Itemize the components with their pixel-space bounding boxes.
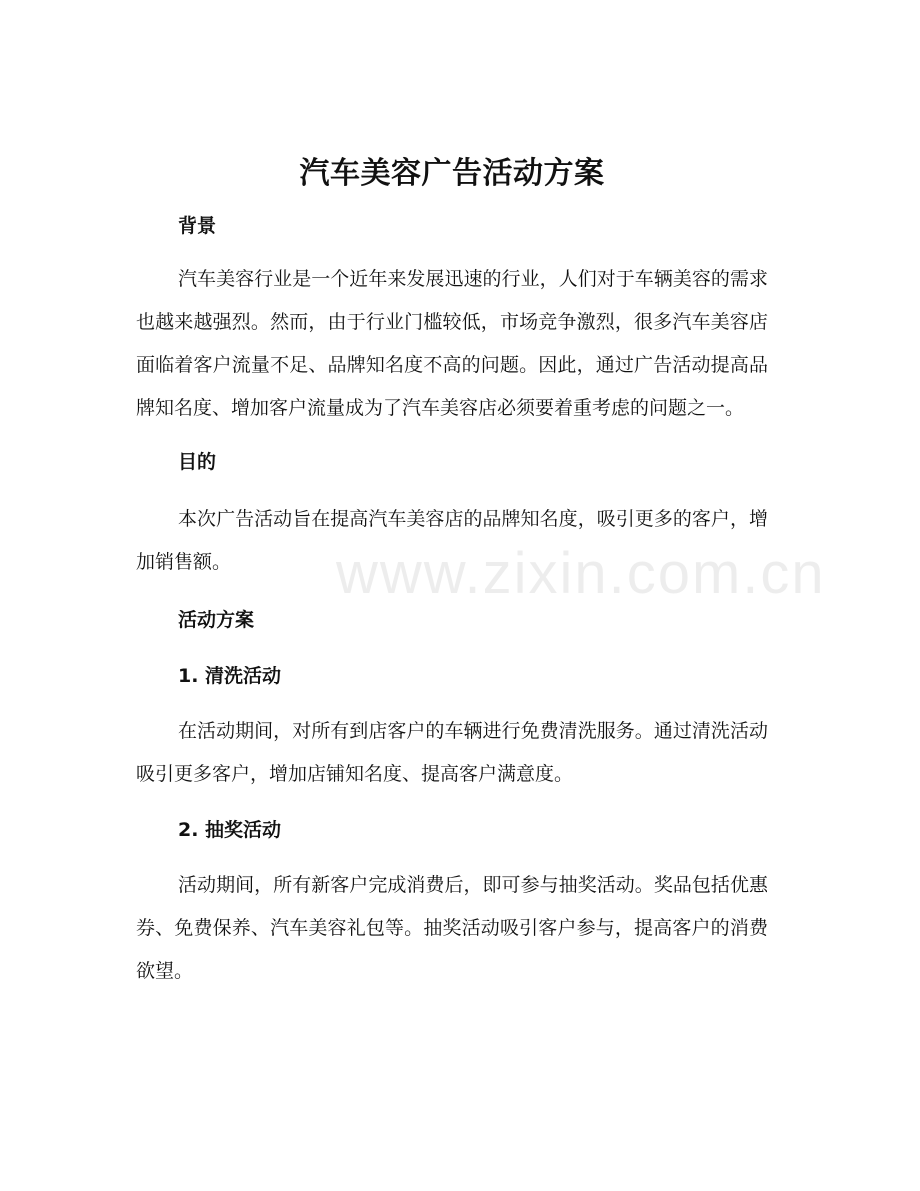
section-heading-plan: 活动方案 (178, 609, 255, 631)
watermark: www.zixin.com.cn (336, 541, 826, 606)
section-body-background: 汽车美容行业是一个近年来发展迅速的行业，人们对于车辆美容的需求也越来越强烈。然而，由于行业门槛较低，市场竞争激烈，很多汽车美容店面临着客户流量不足、品牌知名度不高的问题。因此，通过广告活动提高品牌知名度、增加客户流量成为了汽车美容店必须要着重考虑的问题之一。 (136, 268, 768, 419)
section-heading-wash: 1. 清洗活动 (178, 665, 282, 687)
section-heading-goal: 目的 (178, 451, 217, 473)
section-heading-background: 背景 (178, 215, 217, 237)
section-body-lottery: 活动期间，所有新客户完成消费后，即可参与抽奖活动。奖品包括优惠券、免费保养、汽车美容礼包等。抽奖活动吸引客户参与，提高客户的消费欲望。 (136, 874, 768, 982)
section-heading-lottery: 2. 抽奖活动 (178, 819, 282, 841)
document-title: 汽车美容广告活动方案 (299, 156, 605, 191)
section-body-goal: 本次广告活动旨在提高汽车美容店的品牌知名度，吸引更多的客户，增加销售额。 (136, 508, 768, 573)
document-content (136, 152, 768, 993)
section-body-wash: 在活动期间，对所有到店客户的车辆进行免费清洗服务。通过清洗活动吸引更多客户，增加店铺知名度、提高客户满意度。 (136, 720, 768, 785)
